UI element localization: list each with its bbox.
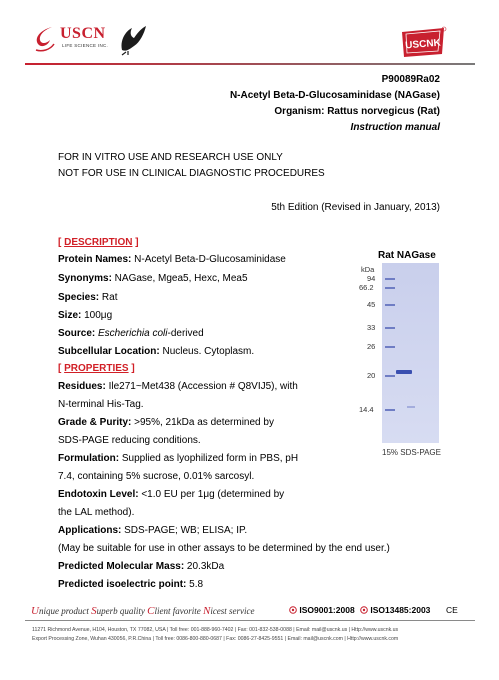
uscnk-logo	[398, 24, 448, 60]
formulation-cont: 7.4, containing 5% sucrose, 0.01% sarcosyl.	[58, 471, 255, 482]
marker-band	[385, 375, 395, 377]
ce-mark: CE	[446, 605, 458, 615]
molecular-mass: Predicted Molecular Mass: 20.3kDa	[58, 561, 225, 572]
marker-label: 20	[367, 371, 376, 380]
marker-label: 33	[367, 323, 376, 332]
header-rule	[25, 63, 475, 65]
uscnk-seal-icon	[398, 24, 448, 60]
marker-band	[385, 304, 395, 306]
properties-heading: [ PROPERTIES ]	[58, 363, 135, 374]
synonyms: Synonyms: NAGase, Mgea5, Hexc, Mea5	[58, 273, 248, 284]
catalog-number: P90089Ra02	[381, 74, 440, 85]
residues: Residues: Ile271~Met438 (Accession # Q8VIJ5), with	[58, 381, 298, 392]
residues-cont: N-terminal His-Tag.	[58, 399, 144, 410]
uscn-logo	[30, 22, 150, 58]
description-heading: [ DESCRIPTION ]	[58, 237, 139, 248]
marker-label: 14.4	[359, 405, 374, 414]
iso-13485: ISO13485:2003	[360, 605, 430, 615]
marker-band	[385, 409, 395, 411]
uscn-brand-text: USCN	[60, 25, 106, 42]
address-us: 11271 Richmond Avenue, H104, Houston, TX 77082, USA | Toll free: 001-888-960-7402 | Fax: 001-832-538-0088 | Email: mail@uscnk.us | Http://www.uscnk.us	[32, 627, 399, 633]
marker-band	[385, 327, 395, 329]
marker-band	[385, 278, 395, 280]
size: Size: 100μg	[58, 310, 113, 321]
formulation: Formulation: Supplied as lyophilized form in PBS, pH	[58, 453, 299, 464]
subcellular-location: Subcellular Location: Nucleus. Cytoplasm.	[58, 346, 255, 357]
marker-label: 94	[367, 274, 376, 283]
marker-band	[385, 287, 395, 289]
certificate-icon	[289, 606, 297, 614]
swoosh-icon	[30, 24, 58, 54]
applications: Applications: SDS-PAGE; WB; ELISA; IP.	[58, 525, 248, 536]
applications-note: (May be suitable for use in other assays to be determined by the end user.)	[58, 543, 390, 554]
marker-label: 45	[367, 300, 376, 309]
source: Source: Escherichia coli-derived	[58, 328, 204, 339]
marker-label: 66.2	[359, 283, 374, 292]
research-use-note: FOR IN VITRO USE AND RESEARCH USE ONLY	[58, 152, 283, 163]
address-china: Export Processing Zone, Wuhan 430056, P.R.China | Toll free: 0086-800-880-0687 | Fax: 0086-27-8425-9551 | Email: mail@uscnk.com | Http://www.uscnk.com	[32, 636, 399, 642]
protein-names: Protein Names: N-Acetyl Beta-D-Glucosaminidase	[58, 254, 286, 265]
footer-slogan: Unique product Superb quality Client favorite Nicest service	[31, 605, 255, 617]
grade-purity-cont: SDS-PAGE reducing conditions.	[58, 435, 201, 446]
gel-lanes	[382, 263, 439, 443]
sample-band	[396, 370, 412, 374]
gel-title: Rat NAGase	[378, 250, 436, 261]
edition-note: 5th Edition (Revised in January, 2013)	[271, 202, 440, 213]
marker-label: 26	[367, 342, 376, 351]
organism-line: Organism: Rattus norvegicus (Rat)	[274, 106, 440, 117]
gel-caption: 15% SDS-PAGE	[382, 448, 441, 457]
faint-band	[407, 406, 415, 408]
iso-9001: ISO9001:2008	[289, 605, 355, 615]
bird-icon	[116, 22, 148, 56]
endotoxin-cont: the LAL method).	[58, 507, 135, 518]
species: Species: Rat	[58, 292, 118, 303]
grade-purity: Grade & Purity: >95%, 21kDa as determined by	[58, 417, 274, 428]
gel-image	[382, 263, 439, 443]
footer-rule	[25, 620, 475, 621]
svg-text:USCNK: USCNK	[404, 37, 442, 52]
certificate-icon	[360, 606, 368, 614]
clinical-use-note: NOT FOR USE IN CLINICAL DIAGNOSTIC PROCEDURES	[58, 168, 325, 179]
uscn-brand-subtitle: LIFE SCIENCE INC.	[62, 43, 109, 48]
product-title: N-Acetyl Beta-D-Glucosaminidase (NAGase)	[229, 90, 440, 101]
marker-band	[385, 346, 395, 348]
gel-unit-label: kDa	[361, 265, 375, 274]
endotoxin-level: Endotoxin Level: <1.0 EU per 1μg (determined by	[58, 489, 285, 500]
manual-title: Instruction manual	[350, 122, 440, 133]
isoelectric-point: Predicted isoelectric point: 5.8	[58, 579, 204, 590]
